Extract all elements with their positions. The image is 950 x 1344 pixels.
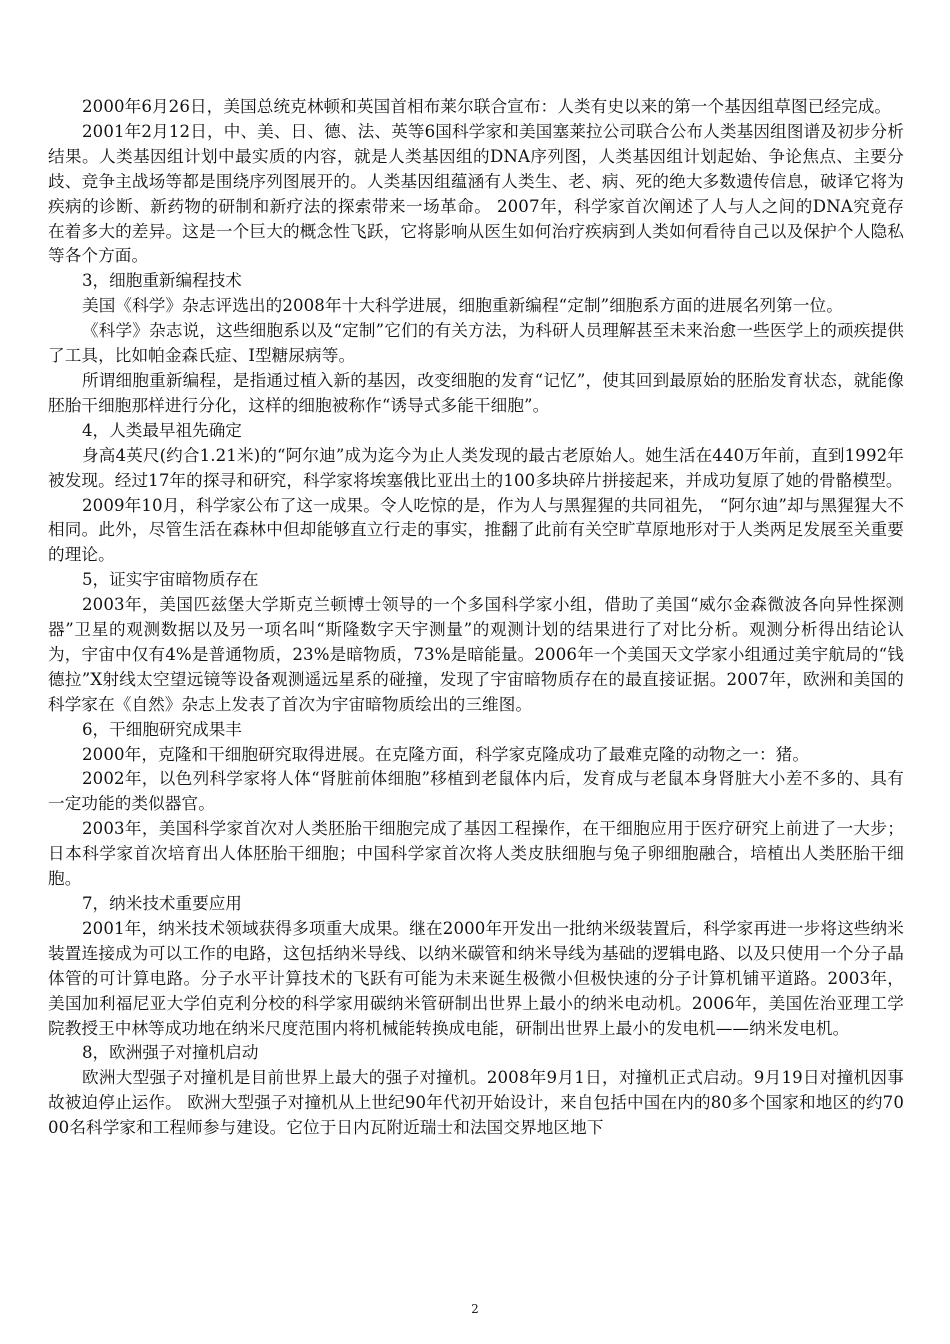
paragraph-cloning-2000: 2000年，克隆和干细胞研究取得进展。在克隆方面，科学家克隆成功了最难克隆的动物之一：猪。	[82, 744, 810, 764]
paragraph-genome-map: 2001年2月12日，中、美、日、德、法、英等6国科学家和美国塞莱拉公司联合公布人类基因组图谱及初步分析结果。人类基因组计划中最实质的内容，就是人类基因组的DNA序列图，人类基因组计划起始、争论焦点、主要分歧、竞争主战场等都是围绕序列图展开的。人类基因组蕴涵有人类生、老、病、死的绝大多数遗传信息，破译它将为疾病的诊断、新药物的研制和新疗法的探索带来一场革命。 2007年，科学家首次阐述了人与人之间的DNA究竟存在着多大的差异。这是一个巨大的概念性飞跃，它将影响从医生如何治疗疾病到人类如何看待自己以及保护个人隐私等各个方面。	[48, 121, 904, 266]
paragraph-science-tools: 《科学》杂志说，这些细胞系以及“定制”它们的有关方法，为科研人员理解甚至未来治愈一些医学上的顽疾提供了工具，比如帕金森氏症、Ⅰ型糖尿病等。	[48, 321, 904, 366]
paragraph-ardi-findings: 2009年10月，科学家公布了这一成果。令人吃惊的是，作为人与黑猩猩的共同祖先， “阿尔迪”却与黑猩猩大不相同。此外，尽管生活在森林中但却能够直立行走的事实，推翻了此前有关空旷草原地形对于人类两足发展至关重要的理论。	[48, 495, 904, 565]
heading-cell-reprogramming: 3，细胞重新编程技术	[82, 271, 242, 291]
heading-nanotech: 7，纳米技术重要应用	[82, 894, 242, 913]
paragraph-ardi-discovery: 身高4英尺(约合1.21米)的“阿尔迪”成为迄今为止人类发现的最古老原始人。她生活在440万年前，直到1992年被发现。经过17年的探寻和研究，科学家将埃塞俄比亚出土的100多块碎片拼接起来，并成功复原了她的骨骼模型。	[48, 445, 904, 490]
paragraph-kidney-2002: 2002年，以色列科学家将人体“肾脏前体细胞”移植到老鼠体内后，发育成与老鼠本身肾脏大小差不多的、具有一定功能的类似器官。	[48, 769, 904, 814]
page-number: 2	[471, 1302, 479, 1316]
paragraph-dark-matter: 2003年，美国匹兹堡大学斯克兰顿博士领导的一个多国科学家小组，借助了美国“威尔金森微波各向异性探测器”卫星的观测数据以及另一项名叫“斯隆数字天宇测量”的观测计划的结果进行了对比分析。观测分析得出结论认为，宇宙中仅有4%是普通物质，23%是暗物质，73%是暗能量。2006年一个美国天文学家小组通过美宇航局的“钱德拉”X射线太空望远镜等设备观测遥远星系的碰撞，发现了宇宙暗物质存在的最直接证据。2007年，欧洲和美国的科学家在《自然》杂志上发表了首次为宇宙暗物质绘出的三维图。	[48, 595, 904, 714]
heading-lhc: 8，欧洲强子对撞机启动	[82, 1043, 259, 1063]
paragraph-science-ranking: 美国《科学》杂志评选出的2008年十大科学进展，细胞重新编程“定制”细胞系方面的进展名列第一位。	[82, 296, 843, 316]
heading-stem-cells: 6，干细胞研究成果丰	[82, 719, 242, 739]
paragraph-lhc: 欧洲大型强子对撞机是目前世界上最大的强子对撞机。2008年9月1日，对撞机正式启动。9月19日对撞机因事故被迫停止运作。 欧洲大型强子对撞机从上世纪90年代初开始设计，来自包括中国在内的80多个国家和地区的约7000名科学家和工程师参与建设。它位于日内瓦附近瑞士和法国交界地区地下	[48, 1068, 904, 1138]
paragraph-genome-draft: 2000年6月26日，美国总统克林顿和英国首相布莱尔联合宣布：人类有史以来的第一个基因组草图已经完成。	[82, 97, 892, 116]
paragraph-nanotech: 2001年，纳米技术领域获得多项重大成果。继在2000年开发出一批纳米级装置后，科学家再进一步将这些纳米装置连接成为可以工作的电路，这包括纳米导线、以纳米碳管和纳米导线为基础的逻辑电路、以及只使用一个分子晶体管的可计算电路。分子水平计算技术的飞跃有可能为未来诞生极微小但极快速的分子计算机铺平道路。2003年，美国加利福尼亚大学伯克利分校的科学家用碳纳米管研制出世界上最小的纳米电动机。2006年，美国佐治亚理工学院教授王中林等成功地在纳米尺度范围内将机械能转换成电能，研制出世界上最小的发电机——纳米发电机。	[48, 918, 904, 1038]
paragraph-stem-cells-2003: 2003年，美国科学家首次对人类胚胎干细胞完成了基因工程操作，在干细胞应用于医疗研究上前进了一大步；日本科学家首次培育出人体胚胎干细胞；中国科学家首次将人类皮肤细胞与兔子卵细胞融合，培植出人类胚胎干细胞。	[48, 819, 904, 889]
heading-dark-matter: 5，证实宇宙暗物质存在	[82, 570, 259, 590]
heading-earliest-ancestor: 4，人类最早祖先确定	[82, 420, 242, 440]
document-body	[48, 95, 904, 1141]
paragraph-reprogramming-definition: 所谓细胞重新编程，是指通过植入新的基因，改变细胞的发育“记忆”，使其回到最原始的胚胎发育状态，就能像胚胎干细胞那样进行分化，这样的细胞被称作“诱导式多能干细胞”。	[48, 370, 904, 415]
